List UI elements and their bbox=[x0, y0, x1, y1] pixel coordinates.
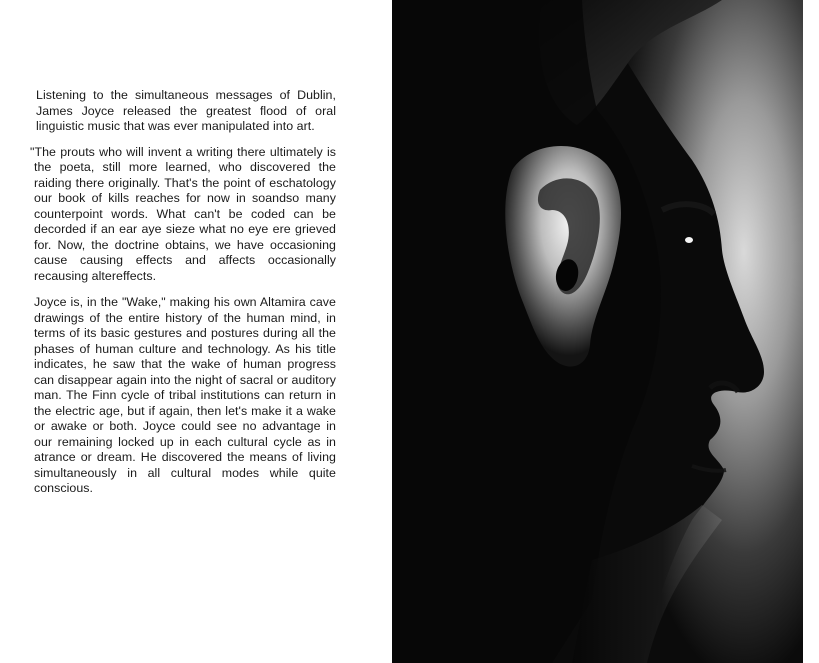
quote-paragraph: "The prouts who will invent a writing there ultimately is the poeta, still more learned, who discovered the raiding there originally. That's the point of eschatology our book of kills reaches for now in soandso many counterpoint words. What can't be coded can be decorded if an ear aye sieze what no eye ere grieved for. Now, the doctrine obtains, we have occasioning cause causing effects and affects occasionally recausing altereffects. bbox=[30, 144, 336, 283]
eye-highlight bbox=[685, 237, 693, 243]
profile-face-photo bbox=[392, 0, 803, 663]
text-column bbox=[30, 88, 336, 507]
intro-paragraph: Listening to the simultaneous messages of Dublin, James Joyce released the greatest flood of oral linguistic music that was ever manipulated into art. bbox=[36, 88, 336, 133]
body-paragraph: Joyce is, in the "Wake," making his own Altamira cave drawings of the entire history of the human mind, in terms of its basic gestures and postures during all the phases of human culture and technology. As his title indicates, he saw that the wake of human progress can disappear again into the night of sacral or auditory man. The Finn cycle of tribal institutions can return in the electric age, but if again, then let's make it a wake or awake or both. Joyce could see no advantage in our remaining locked up in each cultural cycle as in atrance or dream. He discovered the means of living simultaneously in all cultural modes while quite conscious. bbox=[34, 295, 336, 495]
profile-face-illustration bbox=[392, 0, 803, 663]
